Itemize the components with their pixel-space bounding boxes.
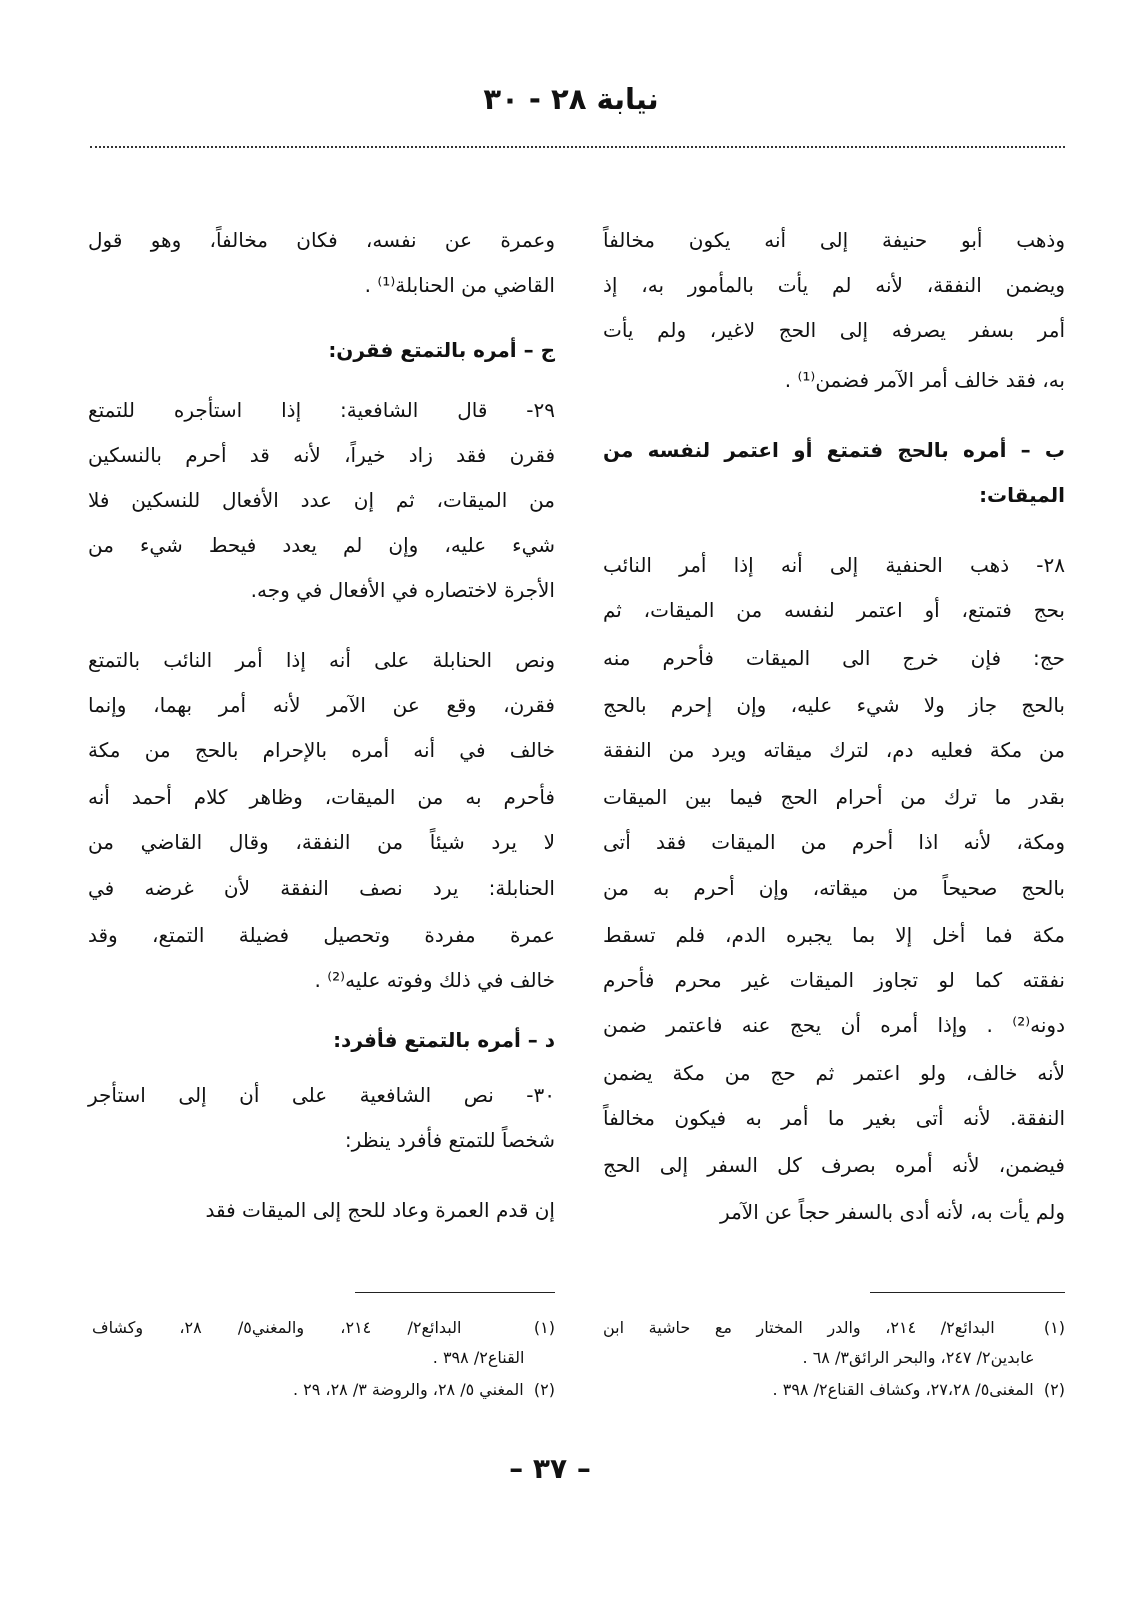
paragraph-line: فيضمن، لأنه أمره بصرف كل السفر إلى الحج (603, 1153, 1065, 1177)
paragraph-line: إن قدم العمرة وعاد للحج إلى الميقات فقد (205, 1198, 555, 1222)
paragraph-line: وذهب أبو حنيفة إلى أنه يكون مخالفاً (603, 228, 1065, 252)
paragraph-line: ولم يأت به، لأنه أدى بالسفر حجاً عن الآمر (720, 1200, 1065, 1224)
paragraph-line: ونص الحنابلة على أنه إذا أمر النائب بالتمتع (88, 648, 555, 672)
footnote-line: (١) البدائع٢/ ٢١٤، والمغني٥/ ٢٨، وكشاف (92, 1318, 555, 1337)
paragraph-line: الحنابلة: يرد نصف النفقة لأن غرضه في (88, 876, 555, 900)
paragraph-line: خالف في ذلك وفوته عليه⁽²⁾ . (314, 968, 555, 992)
paragraph-line: أمر بسفر يصرفه إلى الحج لاغير، ولم يأت (603, 318, 1065, 342)
paragraph-line: شيء عليه، وإن لم يعدد فيحط شيء من (88, 533, 555, 557)
paragraph-line: فقرن فقد زاد خيراً، لأنه قد أحرم بالنسكين (88, 443, 555, 467)
paragraph-line: عمرة مفردة وتحصيل فضيلة التمتع، وقد (88, 923, 555, 947)
paragraph-line: مكة فما أخل إلا بما يجبره الدم، فلم تسقط (603, 923, 1065, 947)
paragraph-line: شخصاً للتمتع فأفرد ينظر: (344, 1128, 555, 1152)
page-number: – ٣٧ – (509, 1452, 591, 1485)
paragraph-line: القاضي من الحنابلة⁽¹⁾ . (364, 273, 555, 297)
section-heading-line: الميقات: (979, 483, 1065, 507)
paragraph-line: الأجرة لاختصاره في الأفعال في وجه. (250, 578, 555, 602)
footnote-rule-left (355, 1292, 555, 1293)
paragraph-line: فأحرم به من الميقات، وظاهر كلام أحمد أنه (88, 785, 555, 809)
section-heading-line: ج – أمره بالتمتع فقرن: (328, 338, 555, 362)
paragraph-line: حج: فإن خرج الى الميقات فأحرم منه (603, 646, 1065, 670)
section-heading-line: ب – أمره بالحج فتمتع أو اعتمر لنفسه من (603, 438, 1065, 462)
paragraph-line: به، فقد خالف أمر الآمر فضمن⁽¹⁾ . (784, 368, 1065, 392)
paragraph-line: ٢٩- قال الشافعية: إذا استأجره للتمتع (88, 398, 555, 422)
paragraph-line: ومكة، لأنه اذا أحرم من الميقات فقد أتى (603, 830, 1065, 854)
paragraph-line: لأنه خالف، ولو اعتمر ثم حج من مكة يضمن (603, 1061, 1065, 1085)
footnote-rule-right (870, 1292, 1065, 1293)
paragraph-line: نفقته كما لو تجاوز الميقات غير محرم فأحرم (603, 968, 1065, 992)
paragraph-line: بقدر ما ترك من أحرام الحج فيما بين الميقات (603, 785, 1065, 809)
footnote-line: (٢) المغني ٥/ ٢٨، والروضة ٣/ ٢٨، ٢٩ . (292, 1380, 555, 1399)
section-heading-line: د – أمره بالتمتع فأفرد: (333, 1028, 555, 1052)
paragraph-line: ٣٠- نص الشافعية على أن إلى استأجر (88, 1083, 555, 1107)
paragraph-line: فقرن، وقع عن الآمر لأنه أمر بهما، وإنما (88, 693, 555, 717)
paragraph-line: بالحج صحيحاً من ميقاته، وإن أحرم به من (603, 876, 1065, 900)
paragraph-line: النفقة. لأنه أتى بغير ما أمر به فيكون مخالفاً (603, 1106, 1065, 1130)
header-dotted-divider (90, 146, 1065, 148)
paragraph-line: من الميقات، ثم إن عدد الأفعال للنسكين فلا (88, 488, 555, 512)
paragraph-line: خالف في أنه أمره بالإحرام بالحج من مكة (88, 738, 555, 762)
paragraph-line: بحج فتمتع، أو اعتمر لنفسه من الميقات، ثم (603, 598, 1065, 622)
paragraph-line: ٢٨- ذهب الحنفية إلى أنه إذا أمر النائب (603, 553, 1065, 577)
paragraph-line: من مكة فعليه دم، لترك ميقاته ويرد من النفقة (603, 738, 1065, 762)
footnote-line: (٢) المغنى٥/ ٢٧،٢٨، وكشاف القناع٢/ ٣٩٨ . (772, 1380, 1065, 1399)
paragraph-line: ويضمن النفقة، لأنه لم يأت بالمأمور به، إذ (603, 273, 1065, 297)
footnote-line: عابدين٢/ ٢٤٧، والبحر الرائق٣/ ٦٨ . (802, 1348, 1065, 1367)
page-header-title: نيابة ٢٨ - ٣٠ (483, 82, 659, 116)
paragraph-line: دونه⁽²⁾ . وإذا أمره أن يحج عنه فاعتمر ضمن (603, 1013, 1065, 1037)
paragraph-line: وعمرة عن نفسه، فكان مخالفاً، وهو قول (88, 228, 555, 252)
footnote-line: (١) البدائع٢/ ٢١٤، والدر المختار مع حاشية ابن (603, 1318, 1066, 1337)
footnote-line: القناع٢/ ٣٩٨ . (432, 1348, 555, 1367)
paragraph-line: لا يرد شيئاً من النفقة، وقال القاضي من (88, 830, 555, 854)
paragraph-line: بالحج جاز ولا شيء عليه، وإن إحرم بالحج (603, 693, 1065, 717)
